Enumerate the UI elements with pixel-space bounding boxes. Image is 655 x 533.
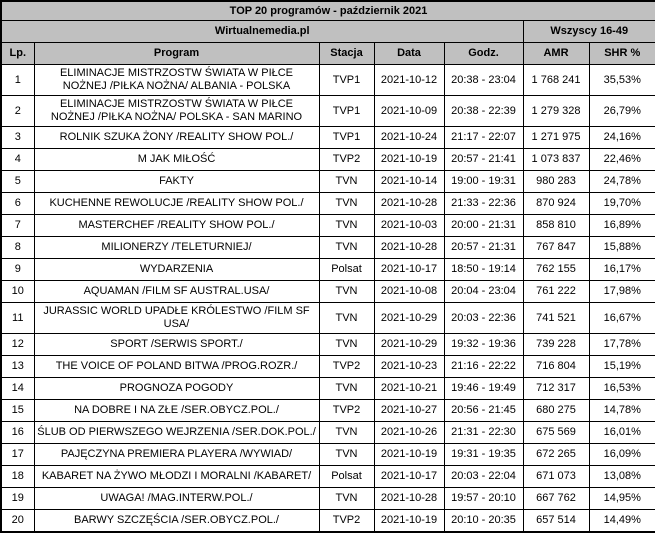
rank-cell: 13 (1, 356, 34, 378)
rank-cell: 14 (1, 378, 34, 400)
rank-cell: 9 (1, 259, 34, 281)
rank-cell: 20 (1, 510, 34, 533)
date-cell: 2021-10-28 (374, 488, 444, 510)
table-row (1, 65, 655, 96)
program-cell: WYDARZENIA (34, 259, 319, 281)
shr-cell: 24,78% (589, 171, 655, 193)
date-cell: 2021-10-19 (374, 444, 444, 466)
amr-cell: 672 265 (523, 444, 589, 466)
table-row (1, 303, 655, 334)
amr-cell: 762 155 (523, 259, 589, 281)
date-cell: 2021-10-26 (374, 422, 444, 444)
time-cell: 20:38 - 22:39 (444, 96, 523, 127)
program-cell: AQUAMAN /FILM SF AUSTRAL.USA/ (34, 281, 319, 303)
col-header-program: Program (34, 43, 319, 65)
date-cell: 2021-10-08 (374, 281, 444, 303)
rank-cell: 18 (1, 466, 34, 488)
table-title: TOP 20 programów - październik 2021 (1, 1, 655, 21)
table-row (1, 215, 655, 237)
amr-cell: 712 317 (523, 378, 589, 400)
table-row (1, 259, 655, 281)
rank-cell: 11 (1, 303, 34, 334)
table-title-row (1, 1, 655, 21)
date-cell: 2021-10-27 (374, 400, 444, 422)
time-cell: 19:31 - 19:35 (444, 444, 523, 466)
shr-cell: 22,46% (589, 149, 655, 171)
station-cell: TVN (319, 422, 374, 444)
date-cell: 2021-10-21 (374, 378, 444, 400)
program-cell: PAJĘCZYNA PREMIERA PLAYERA /WYWIAD/ (34, 444, 319, 466)
program-cell: BARWY SZCZĘŚCIA /SER.OBYCZ.POL./ (34, 510, 319, 533)
station-cell: Polsat (319, 259, 374, 281)
program-cell: THE VOICE OF POLAND BITWA /PROG.ROZR./ (34, 356, 319, 378)
time-cell: 19:46 - 19:49 (444, 378, 523, 400)
amr-cell: 870 924 (523, 193, 589, 215)
amr-cell: 1 073 837 (523, 149, 589, 171)
rank-cell: 1 (1, 65, 34, 96)
rank-cell: 17 (1, 444, 34, 466)
column-header-row (1, 43, 655, 65)
date-cell: 2021-10-29 (374, 334, 444, 356)
amr-cell: 716 804 (523, 356, 589, 378)
table-row (1, 422, 655, 444)
time-cell: 21:17 - 22:07 (444, 127, 523, 149)
time-cell: 20:04 - 23:04 (444, 281, 523, 303)
date-cell: 2021-10-29 (374, 303, 444, 334)
program-cell: ŚLUB OD PIERWSZEGO WEJRZENIA /SER.DOK.POL./ (34, 422, 319, 444)
program-cell: M JAK MIŁOŚĆ (34, 149, 319, 171)
time-cell: 21:31 - 22:30 (444, 422, 523, 444)
table-row (1, 488, 655, 510)
time-cell: 20:38 - 23:04 (444, 65, 523, 96)
amr-cell: 767 847 (523, 237, 589, 259)
rank-cell: 5 (1, 171, 34, 193)
time-cell: 18:50 - 19:14 (444, 259, 523, 281)
rank-cell: 3 (1, 127, 34, 149)
rank-cell: 4 (1, 149, 34, 171)
rank-cell: 8 (1, 237, 34, 259)
program-cell: ELIMINACJE MISTRZOSTW ŚWIATA W PIŁCE NOŻNEJ /PIŁKA NOŻNA/ POLSKA - SAN MARINO (34, 96, 319, 127)
shr-cell: 16,01% (589, 422, 655, 444)
rank-cell: 6 (1, 193, 34, 215)
rank-cell: 7 (1, 215, 34, 237)
program-cell: FAKTY (34, 171, 319, 193)
table-body (1, 65, 655, 533)
source-audience-row (1, 21, 655, 43)
time-cell: 20:03 - 22:04 (444, 466, 523, 488)
station-cell: TVP2 (319, 149, 374, 171)
date-cell: 2021-10-12 (374, 65, 444, 96)
shr-cell: 24,16% (589, 127, 655, 149)
station-cell: TVP1 (319, 127, 374, 149)
station-cell: TVN (319, 444, 374, 466)
program-cell: JURASSIC WORLD UPADŁE KRÓLESTWO /FILM SF USA/ (34, 303, 319, 334)
date-cell: 2021-10-23 (374, 356, 444, 378)
station-cell: Polsat (319, 466, 374, 488)
amr-cell: 671 073 (523, 466, 589, 488)
time-cell: 20:03 - 22:36 (444, 303, 523, 334)
program-cell: ELIMINACJE MISTRZOSTW ŚWIATA W PIŁCE NOŻNEJ /PIŁKA NOŻNA/ ALBANIA - POLSKA (34, 65, 319, 96)
station-cell: TVP2 (319, 400, 374, 422)
time-cell: 19:57 - 20:10 (444, 488, 523, 510)
shr-cell: 15,88% (589, 237, 655, 259)
col-header-shr: SHR % (589, 43, 655, 65)
table-row (1, 510, 655, 533)
date-cell: 2021-10-19 (374, 149, 444, 171)
amr-cell: 1 768 241 (523, 65, 589, 96)
time-cell: 20:57 - 21:41 (444, 149, 523, 171)
table-row (1, 171, 655, 193)
date-cell: 2021-10-28 (374, 193, 444, 215)
table-row (1, 444, 655, 466)
rank-cell: 16 (1, 422, 34, 444)
table-row (1, 466, 655, 488)
amr-cell: 761 222 (523, 281, 589, 303)
program-cell: KABARET NA ŻYWO MŁODZI I MORALNI /KABARET/ (34, 466, 319, 488)
station-cell: TVN (319, 215, 374, 237)
station-cell: TVP1 (319, 96, 374, 127)
rank-cell: 12 (1, 334, 34, 356)
rank-cell: 2 (1, 96, 34, 127)
station-cell: TVN (319, 334, 374, 356)
table-row (1, 149, 655, 171)
table-row (1, 334, 655, 356)
time-cell: 19:32 - 19:36 (444, 334, 523, 356)
date-cell: 2021-10-17 (374, 259, 444, 281)
shr-cell: 14,49% (589, 510, 655, 533)
time-cell: 20:10 - 20:35 (444, 510, 523, 533)
time-cell: 20:56 - 21:45 (444, 400, 523, 422)
shr-cell: 16,17% (589, 259, 655, 281)
time-cell: 21:33 - 22:36 (444, 193, 523, 215)
col-header-godz: Godz. (444, 43, 523, 65)
table-row (1, 237, 655, 259)
program-cell: ROLNIK SZUKA ŻONY /REALITY SHOW POL./ (34, 127, 319, 149)
station-cell: TVN (319, 171, 374, 193)
station-cell: TVN (319, 193, 374, 215)
time-cell: 20:57 - 21:31 (444, 237, 523, 259)
date-cell: 2021-10-03 (374, 215, 444, 237)
station-cell: TVP2 (319, 510, 374, 533)
amr-cell: 980 283 (523, 171, 589, 193)
station-cell: TVP2 (319, 356, 374, 378)
col-header-amr: AMR (523, 43, 589, 65)
program-cell: PROGNOZA POGODY (34, 378, 319, 400)
shr-cell: 17,78% (589, 334, 655, 356)
date-cell: 2021-10-09 (374, 96, 444, 127)
rank-cell: 10 (1, 281, 34, 303)
col-header-lp: Lp. (1, 43, 34, 65)
col-header-data: Data (374, 43, 444, 65)
program-cell: MILIONERZY /TELETURNIEJ/ (34, 237, 319, 259)
audience-label: Wszyscy 16-49 (523, 21, 655, 43)
station-cell: TVN (319, 378, 374, 400)
program-cell: SPORT /SERWIS SPORT./ (34, 334, 319, 356)
table-row (1, 281, 655, 303)
station-cell: TVN (319, 488, 374, 510)
table-row (1, 96, 655, 127)
program-cell: MASTERCHEF /REALITY SHOW POL./ (34, 215, 319, 237)
program-cell: KUCHENNE REWOLUCJE /REALITY SHOW POL./ (34, 193, 319, 215)
amr-cell: 739 228 (523, 334, 589, 356)
shr-cell: 13,08% (589, 466, 655, 488)
amr-cell: 667 762 (523, 488, 589, 510)
table-row (1, 400, 655, 422)
col-header-stacja: Stacja (319, 43, 374, 65)
shr-cell: 16,89% (589, 215, 655, 237)
table-row (1, 193, 655, 215)
shr-cell: 16,53% (589, 378, 655, 400)
amr-cell: 657 514 (523, 510, 589, 533)
date-cell: 2021-10-28 (374, 237, 444, 259)
shr-cell: 19,70% (589, 193, 655, 215)
station-cell: TVN (319, 237, 374, 259)
amr-cell: 1 279 328 (523, 96, 589, 127)
shr-cell: 15,19% (589, 356, 655, 378)
program-cell: NA DOBRE I NA ZŁE /SER.OBYCZ.POL./ (34, 400, 319, 422)
shr-cell: 14,78% (589, 400, 655, 422)
time-cell: 21:16 - 22:22 (444, 356, 523, 378)
time-cell: 20:00 - 21:31 (444, 215, 523, 237)
station-cell: TVP1 (319, 65, 374, 96)
date-cell: 2021-10-24 (374, 127, 444, 149)
shr-cell: 16,67% (589, 303, 655, 334)
time-cell: 19:00 - 19:31 (444, 171, 523, 193)
source-label: Wirtualnemedia.pl (1, 21, 523, 43)
table-row (1, 356, 655, 378)
date-cell: 2021-10-17 (374, 466, 444, 488)
table-row (1, 127, 655, 149)
amr-cell: 1 271 975 (523, 127, 589, 149)
shr-cell: 16,09% (589, 444, 655, 466)
amr-cell: 680 275 (523, 400, 589, 422)
date-cell: 2021-10-19 (374, 510, 444, 533)
station-cell: TVN (319, 281, 374, 303)
shr-cell: 35,53% (589, 65, 655, 96)
amr-cell: 858 810 (523, 215, 589, 237)
rank-cell: 15 (1, 400, 34, 422)
table-row (1, 378, 655, 400)
program-cell: UWAGA! /MAG.INTERW.POL./ (34, 488, 319, 510)
shr-cell: 26,79% (589, 96, 655, 127)
station-cell: TVN (319, 303, 374, 334)
shr-cell: 14,95% (589, 488, 655, 510)
date-cell: 2021-10-14 (374, 171, 444, 193)
rank-cell: 19 (1, 488, 34, 510)
shr-cell: 17,98% (589, 281, 655, 303)
amr-cell: 741 521 (523, 303, 589, 334)
amr-cell: 675 569 (523, 422, 589, 444)
